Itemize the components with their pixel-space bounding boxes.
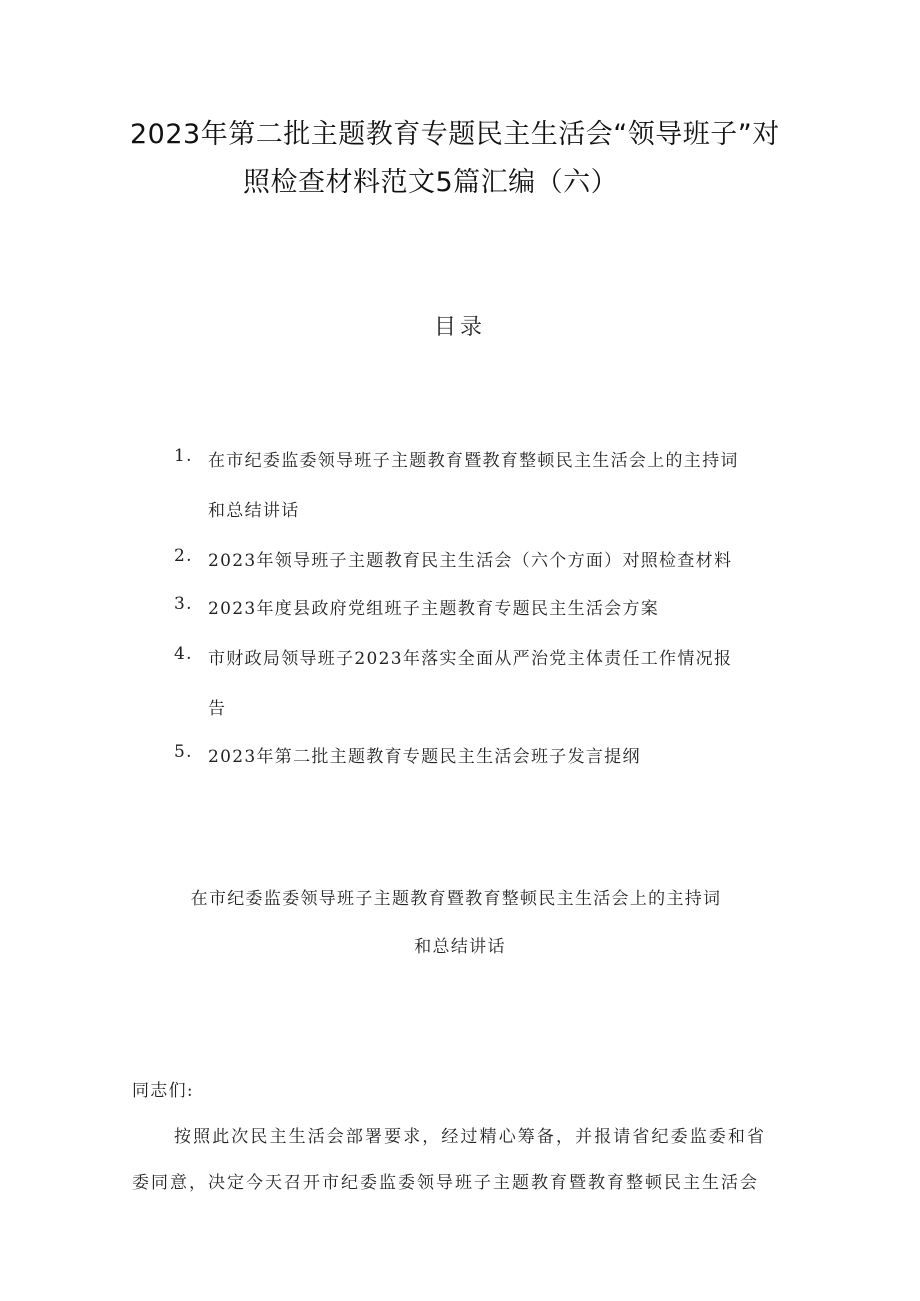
toc-item-number: 5. <box>174 742 193 762</box>
toc-item-1-continuation: 和总结讲话 <box>208 501 300 521</box>
section-title-line-2: 和总结讲话 <box>414 937 506 957</box>
toc-item-text: 2023年第二批主题教育专题民主生活会班子发言提纲 <box>208 747 641 767</box>
document-title-line-2: 照检查材料范文5篇汇编（六） <box>243 167 619 198</box>
toc-item-text: 市财政局领导班子2023年落实全面从严治党主体责任工作情况报 <box>208 649 733 669</box>
toc-item-number: 4. <box>174 644 193 664</box>
toc-item-number: 1. <box>174 446 193 466</box>
toc-item-4-continuation: 告 <box>208 699 227 719</box>
toc-item-text: 2023年领导班子主题教育民主生活会（六个方面）对照检查材料 <box>208 551 733 571</box>
section-title-line-1: 在市纪委监委领导班子主题教育暨教育整顿民主生活会上的主持词 <box>190 889 722 909</box>
toc-item-number: 2. <box>174 546 193 566</box>
paragraph-line-1: 按照此次民主生活会部署要求，经过精心筹备，并报请省纪委监委和省 <box>174 1127 767 1147</box>
toc-item-number: 3. <box>174 594 193 614</box>
toc-item-text: 在市纪委监委领导班子主题教育暨教育整顿民主生活会上的主持词 <box>208 451 739 471</box>
toc-item-text: 2023年度县政府党组班子主题教育专题民主生活会方案 <box>208 599 660 619</box>
paragraph-line-2: 委同意，决定今天召开市纪委监委领导班子主题教育暨教育整顿民主生活会 <box>132 1173 759 1193</box>
toc-heading: 目录 <box>433 315 486 340</box>
document-title-line-1: 2023年第二批主题教育专题民主生活会“领导班子”对 <box>130 119 780 150</box>
salutation: 同志们: <box>132 1081 194 1101</box>
